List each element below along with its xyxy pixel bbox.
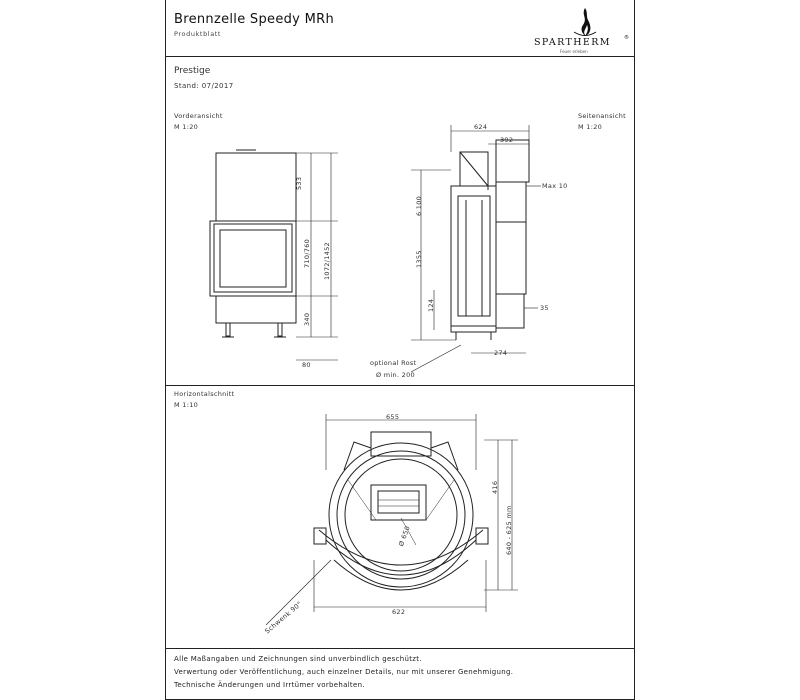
section-label-2: Schwenk 90°: [263, 599, 304, 636]
section-view-drawing: [166, 0, 636, 700]
dim-side-depth: 392: [500, 136, 514, 144]
dim-front-total: 1072/1452: [323, 242, 331, 280]
note-line-1: Alle Maßangaben und Zeichnungen sind unverbindlich geschützt.: [174, 655, 422, 663]
front-view-scale: M 1:20: [174, 123, 199, 131]
dim-side-height-3: 124: [427, 298, 435, 312]
side-view-scale: M 1:20: [578, 123, 603, 131]
brand-registered-mark: ®: [624, 35, 629, 41]
section-view-scale: M 1:10: [174, 401, 199, 409]
side-note-2: Ø min. 200: [376, 371, 415, 379]
side-note-1: optional Rost: [370, 359, 417, 367]
dim-side-width: 624: [474, 123, 488, 131]
document-subtitle: Produktblatt: [174, 30, 222, 38]
dim-front-bottom: 340: [303, 312, 311, 326]
dim-section-right-2: 640 - 625 mm: [505, 505, 513, 555]
front-view-label: Vorderansicht: [174, 112, 223, 120]
dim-side-height-1: 6 100: [415, 195, 423, 216]
document-title: Brennzelle Speedy MRh: [174, 12, 334, 27]
note-line-3: Technische Änderungen und Irrtümer vorbehalten.: [174, 681, 365, 689]
dim-section-right-1: 416: [491, 480, 499, 494]
side-view-label: Seitenansicht: [578, 112, 627, 120]
model-name: Prestige: [174, 66, 211, 76]
section-view-label: Horizontalschnitt: [174, 390, 235, 398]
dim-side-max: Max 10: [542, 182, 568, 190]
brand-logo-text: SPARTHERM: [534, 37, 611, 48]
dim-front-mid: 710/760: [303, 238, 311, 268]
note-line-2: Verwertung oder Veröffentlichung, auch einzelner Details, nur mit unserer Genehmigung.: [174, 668, 514, 676]
dim-side-height-2: 1355: [415, 250, 423, 268]
dim-front-foot: 80: [302, 361, 311, 369]
dim-side-bottom: 274: [494, 349, 508, 357]
dim-side-right: 35: [540, 304, 549, 312]
dim-section-top: 655: [386, 413, 400, 421]
section-label-1: Ø 650: [397, 524, 412, 548]
revision-date: Stand: 07/2017: [174, 82, 234, 90]
dim-front-top: 533: [295, 176, 303, 190]
product-sheet: [165, 0, 635, 700]
brand-tagline: Feuer erleben: [560, 49, 588, 54]
dim-section-bottom: 622: [392, 608, 406, 616]
